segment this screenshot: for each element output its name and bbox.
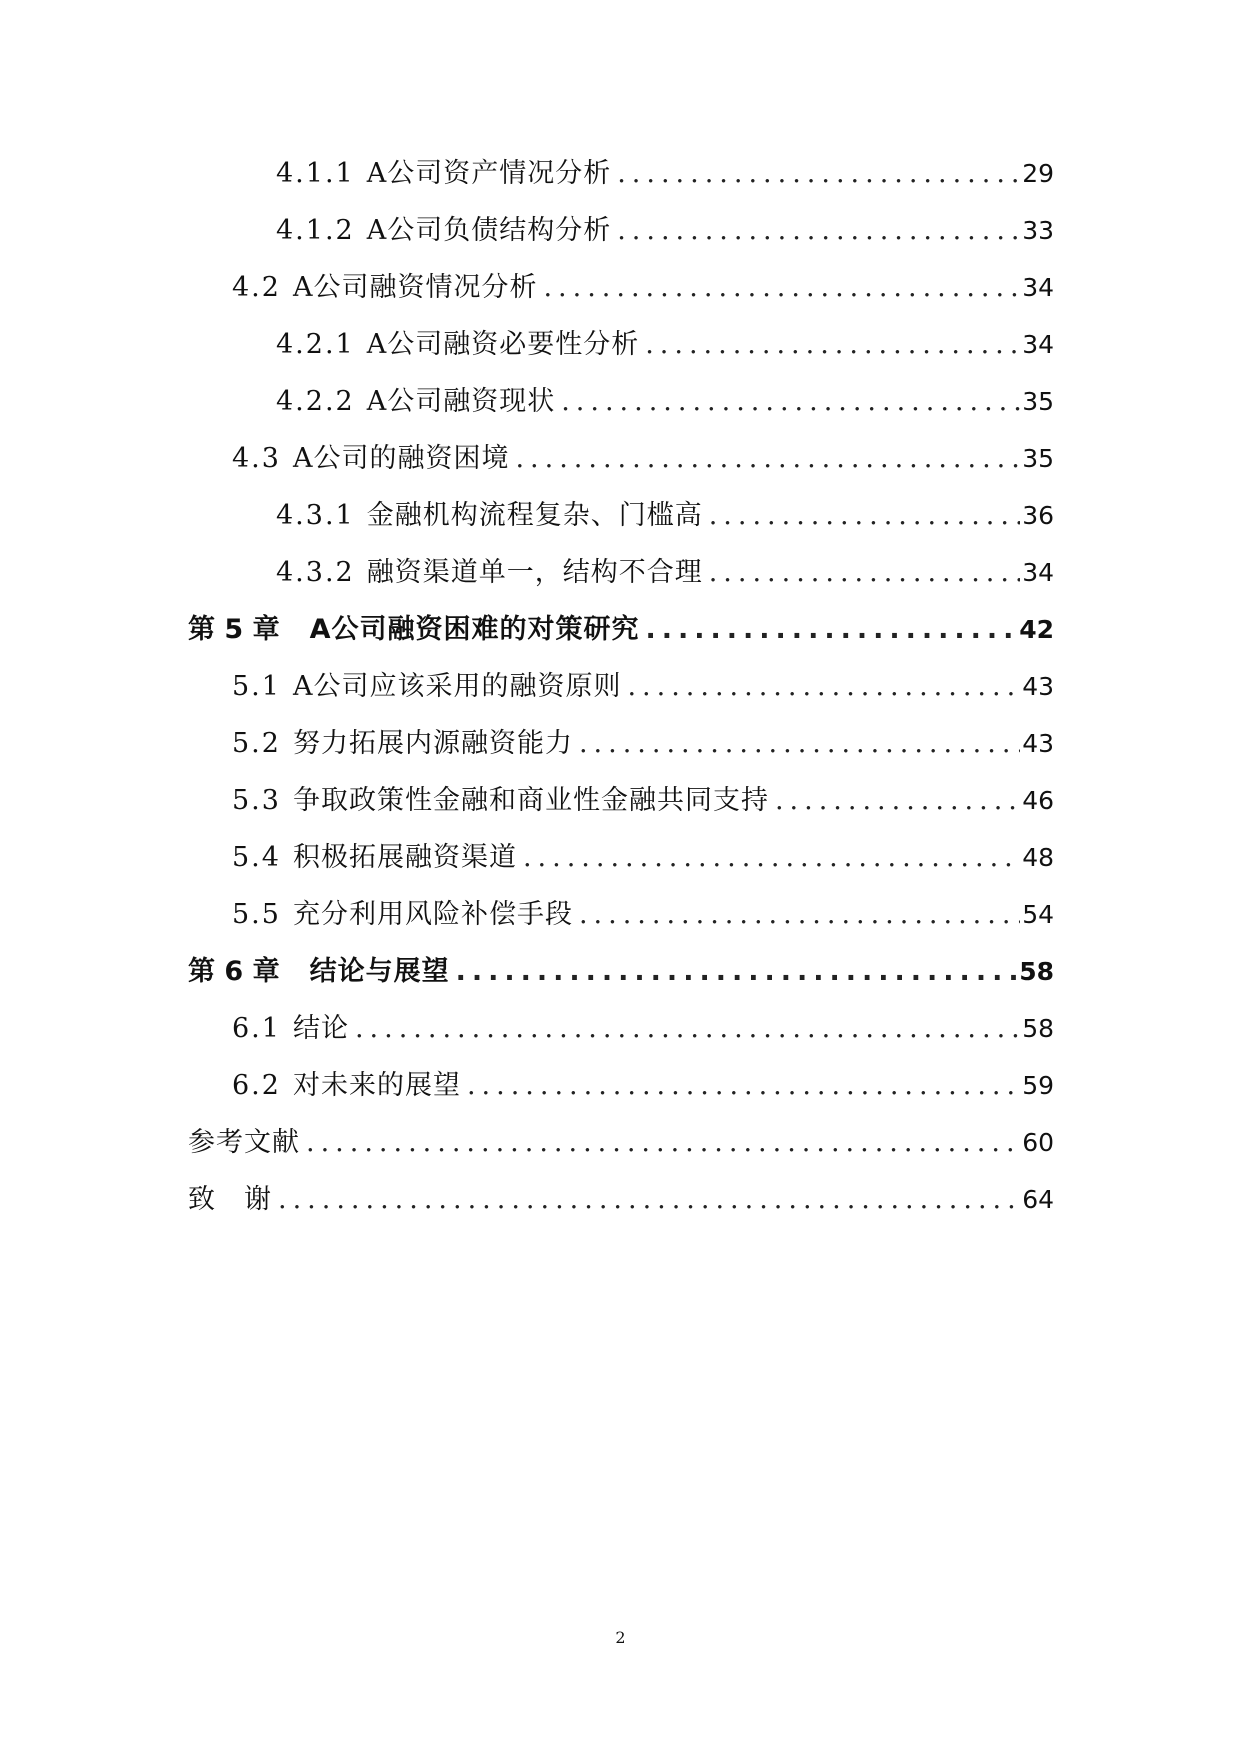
toc-entry-page: 54 <box>1022 900 1054 929</box>
toc-entry-page: 43 <box>1022 672 1054 701</box>
toc-chapter-entry[interactable] <box>188 943 1054 1000</box>
toc-leader-dots <box>467 1057 1020 1114</box>
toc-entry-title: 融资渠道单一，结构不合理 <box>366 557 703 588</box>
toc-entry-title: A公司应该采用的融资原则 <box>292 671 622 702</box>
toc-entry-title: 致 谢 <box>188 1184 272 1215</box>
toc-entry-title: 争取政策性金融和商业性金融共同支持 <box>292 785 769 816</box>
toc-entry-number: 4.2.1 <box>276 329 355 360</box>
toc-entry-number: 5.2 <box>232 728 281 759</box>
toc-entry-page: 42 <box>1019 615 1054 644</box>
toc-entry[interactable] <box>188 772 1054 829</box>
toc-entry[interactable] <box>188 145 1054 202</box>
toc-leader-dots <box>709 487 1020 544</box>
toc-entry-number: 5.3 <box>232 785 281 816</box>
toc-entry-title: A公司资产情况分析 <box>366 158 612 189</box>
toc-chapter-title: A公司融资困难的对策研究 <box>309 614 640 645</box>
toc-entry-page: 34 <box>1022 273 1054 302</box>
toc-entry-page: 46 <box>1022 786 1054 815</box>
toc-entry-page: 59 <box>1022 1071 1054 1100</box>
toc-entry-page: 34 <box>1022 558 1054 587</box>
toc-entry-page: 48 <box>1022 843 1054 872</box>
toc-leader-dots <box>709 544 1020 601</box>
toc-entry-title: 金融机构流程复杂、门槛高 <box>366 500 703 531</box>
toc-entry-page: 58 <box>1019 957 1054 986</box>
toc-entry-number: 6.1 <box>232 1013 281 1044</box>
toc-entry[interactable] <box>188 658 1054 715</box>
toc-entry[interactable] <box>188 544 1054 601</box>
toc-leader-dots <box>775 772 1020 829</box>
toc-entry[interactable] <box>188 1000 1054 1057</box>
toc-entry-title: 结论 <box>292 1013 349 1044</box>
toc-entry-title: A公司融资必要性分析 <box>366 329 640 360</box>
toc-leader-dots <box>278 1171 1020 1228</box>
toc-entry-page: 64 <box>1022 1185 1054 1214</box>
toc-entry-title: 参考文献 <box>188 1127 300 1158</box>
toc-entry[interactable] <box>188 487 1054 544</box>
toc-entry-page: 58 <box>1022 1014 1054 1043</box>
toc-entry[interactable] <box>188 886 1054 943</box>
toc-leader-dots <box>627 658 1020 715</box>
toc-leader-dots <box>617 145 1020 202</box>
toc-entry[interactable] <box>188 373 1054 430</box>
toc-leader-dots <box>579 886 1020 943</box>
toc-entry-page: 36 <box>1022 501 1054 530</box>
toc-entry-title: A公司负债结构分析 <box>366 215 612 246</box>
toc-leader-dots <box>561 373 1020 430</box>
toc-entry-number: 5.5 <box>232 899 281 930</box>
toc-entry-number: 4.2.2 <box>276 386 355 417</box>
page-number: 2 <box>615 1628 626 1647</box>
toc-entry-references[interactable] <box>188 1114 1054 1171</box>
toc-entry-page: 29 <box>1022 159 1054 188</box>
toc-leader-dots <box>456 943 1018 1000</box>
toc-entry-title: A公司的融资困境 <box>292 443 510 474</box>
toc-chapter-title: 结论与展望 <box>309 956 450 987</box>
toc-entry-title: A公司融资现状 <box>366 386 556 417</box>
toc-entry-page: 60 <box>1022 1128 1054 1157</box>
toc-chapter-entry[interactable] <box>188 601 1054 658</box>
toc-entry-number: 4.3.1 <box>276 500 355 531</box>
toc-entry[interactable] <box>188 430 1054 487</box>
toc-entry-title: 努力拓展内源融资能力 <box>292 728 573 759</box>
toc-entry[interactable] <box>188 259 1054 316</box>
toc-entry-number: 6.2 <box>232 1070 281 1101</box>
toc-entry-page: 35 <box>1022 387 1054 416</box>
toc-entry-acknowledgements[interactable] <box>188 1171 1054 1228</box>
table-of-contents <box>188 145 1054 1228</box>
toc-entry[interactable] <box>188 316 1054 373</box>
toc-entry-title: A公司融资情况分析 <box>292 272 538 303</box>
toc-entry-number: 4.3.2 <box>276 557 355 588</box>
toc-entry-number: 4.1.2 <box>276 215 355 246</box>
toc-entry-number: 5.1 <box>232 671 281 702</box>
toc-entry-page: 33 <box>1022 216 1054 245</box>
toc-chapter-number: 第 5 章 <box>188 614 280 645</box>
toc-leader-dots <box>617 202 1020 259</box>
toc-chapter-number: 第 6 章 <box>188 956 280 987</box>
toc-entry[interactable] <box>188 715 1054 772</box>
toc-entry[interactable] <box>188 202 1054 259</box>
toc-leader-dots <box>579 715 1020 772</box>
toc-entry-number: 4.3 <box>232 443 281 474</box>
toc-leader-dots <box>306 1114 1020 1171</box>
toc-entry-page: 35 <box>1022 444 1054 473</box>
toc-leader-dots <box>515 430 1020 487</box>
toc-entry-number: 4.1.1 <box>276 158 355 189</box>
toc-entry-title: 充分利用风险补偿手段 <box>292 899 573 930</box>
toc-leader-dots <box>543 259 1020 316</box>
toc-entry-page: 43 <box>1022 729 1054 758</box>
toc-entry-number: 4.2 <box>232 272 281 303</box>
toc-entry-page: 34 <box>1022 330 1054 359</box>
toc-entry-number: 5.4 <box>232 842 281 873</box>
toc-leader-dots <box>523 829 1020 886</box>
toc-leader-dots <box>355 1000 1020 1057</box>
toc-leader-dots <box>646 601 1018 658</box>
toc-entry[interactable] <box>188 829 1054 886</box>
toc-entry-title: 对未来的展望 <box>292 1070 461 1101</box>
toc-entry-title: 积极拓展融资渠道 <box>292 842 517 873</box>
toc-leader-dots <box>645 316 1020 373</box>
toc-entry[interactable] <box>188 1057 1054 1114</box>
